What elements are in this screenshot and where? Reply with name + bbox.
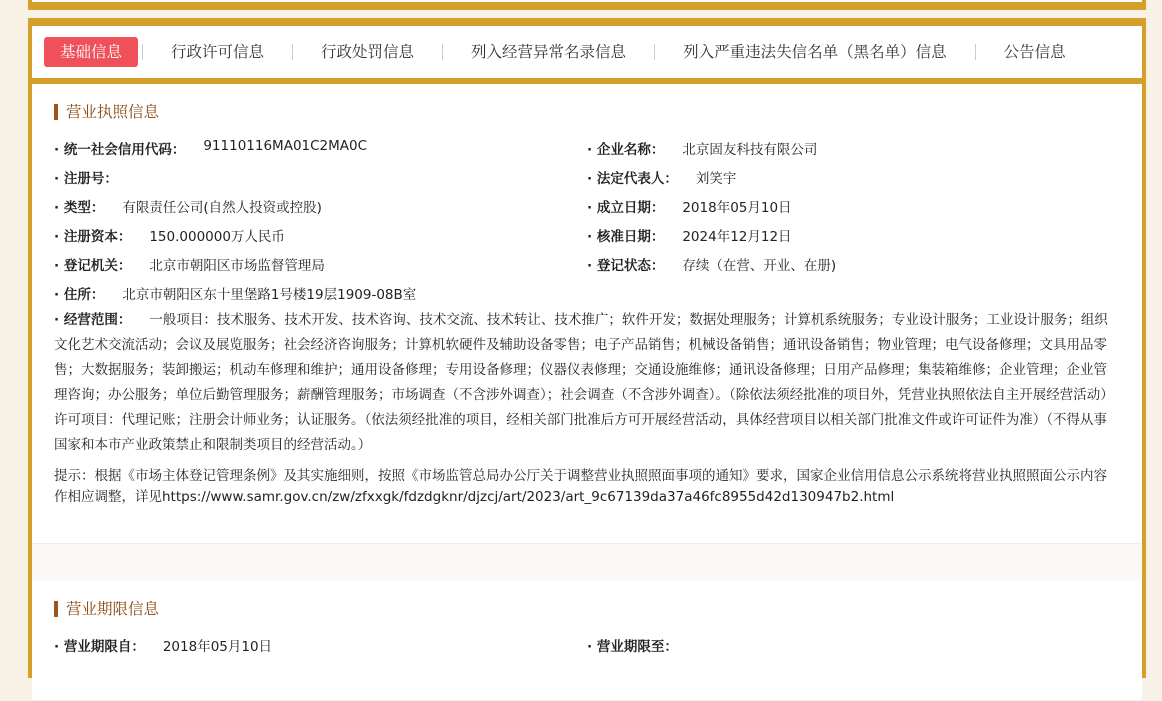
tab-content	[32, 84, 1142, 701]
field-reg-number	[54, 167, 587, 196]
field-value: 刘笑宇	[695, 171, 737, 187]
field-approval-date	[587, 225, 1120, 254]
tab-blacklist[interactable]: 列入严重违法失信名单（黑名单）信息	[683, 43, 947, 61]
field-label: · 注册号：	[54, 167, 118, 187]
field-registration-authority	[54, 254, 587, 283]
term-fields	[54, 635, 1120, 664]
field-legal-rep	[587, 167, 1120, 196]
tab-administrative-penalty[interactable]: 行政处罚信息	[321, 43, 415, 61]
field-value: 北京市朝阳区市场监督管理局	[149, 258, 325, 274]
tab-bar	[32, 26, 1142, 84]
field-registration-status	[587, 254, 1120, 283]
previous-panel-border	[28, 6, 1146, 10]
field-label: · 注册资本：	[54, 225, 131, 245]
field-business-scope	[54, 308, 1120, 458]
field-term-from	[54, 635, 587, 664]
tab-announcements[interactable]: 公告信息	[1003, 43, 1066, 61]
field-value: 存续（在营、开业、在册)	[682, 258, 837, 274]
tab-basic-info[interactable]: 基础信息	[44, 37, 138, 67]
field-value: 北京市朝阳区东十里堡路1号楼19层1909-08B室	[122, 287, 417, 303]
field-label: · 经营范围：	[54, 312, 131, 328]
field-value: 150.000000万人民币	[149, 229, 285, 245]
field-label: · 成立日期：	[587, 196, 664, 216]
notice-text: 提示：根据《市场主体登记管理条例》及其实施细则，按照《市场监管总局办公厅关于调整营业执照照面事项的通知》要求，国家企业信用信息公示系统将营业执照照面公示内容作相应调整，详见https://www.samr.gov.cn/zw/zfxxgk/fdzdgknr/djzcj/art/2023/art_9c67139da37a46fc8955d42d130947b2.html	[54, 468, 1107, 505]
field-label: · 营业期限自：	[54, 635, 145, 655]
field-value: 一般项目：技术服务、技术开发、技术咨询、技术交流、技术转让、技术推广；软件开发；数据处理服务；计算机系统服务；专业设计服务；工业设计服务；组织文化艺术交流活动；会议及展览服务；社会经济咨询服务；计算机软硬件及辅助设备零售；电子产品销售；机械设备销售；通讯设备销售；物业管理；电气设备修理；文具用品零售；大数据服务；装卸搬运；机动车修理和维护；通用设备修理；专用设备修理；仪器仪表修理；交通设施维修；通讯设备修理；日用产品修理；集装箱维修；企业管理；企业管理咨询；办公服务；单位后勤管理服务；薪酬管理服务；市场调查（不含涉外调查）；社会调查（不含涉外调查）。（除依法须经批准的项目外，凭营业执照依法自主开展经营活动）许可项目：代理记账；注册会计师业务；认证服务。（依法须经批准的项目，经相关部门批准后方可开展经营活动，具体经营项目以相关部门批准文件或许可证件为准）（不得从事国家和本市产业政策禁止和限制类项目的经营活动。）	[54, 312, 1114, 453]
tab-administrative-license[interactable]: 行政许可信息	[171, 43, 265, 61]
field-value: 91110116MA01C2MA0C	[203, 138, 368, 154]
section-title-license: 营业执照信息	[54, 104, 1120, 120]
field-credit-code	[54, 138, 587, 167]
field-label: · 统一社会信用代码：	[54, 138, 185, 158]
business-license-section	[32, 84, 1142, 544]
section-gap	[32, 544, 1142, 581]
field-value: 北京固友科技有限公司	[682, 142, 818, 158]
field-label: · 企业名称：	[587, 138, 664, 158]
field-company-name	[587, 138, 1120, 167]
field-term-to	[587, 635, 1120, 664]
field-value: 2018年05月10日	[162, 639, 273, 655]
field-label: · 类型：	[54, 196, 104, 216]
field-value: 2018年05月10日	[682, 200, 792, 216]
field-label: · 法定代表人：	[587, 167, 678, 187]
company-info-inner	[32, 26, 1142, 678]
field-label: · 核准日期：	[587, 225, 664, 245]
field-value: 有限责任公司(自然人投资或控股)	[122, 200, 322, 216]
field-label: · 登记状态：	[587, 254, 664, 274]
tab-abnormal-operation[interactable]: 列入经营异常名录信息	[471, 43, 627, 61]
field-label: · 登记机关：	[54, 254, 131, 274]
field-value: 2024年12月12日	[682, 229, 792, 245]
field-label: · 营业期限至：	[587, 635, 678, 655]
company-info-panel	[28, 18, 1146, 678]
field-registered-capital	[54, 225, 587, 254]
field-type	[54, 196, 587, 225]
section-title-term: 营业期限信息	[54, 601, 1120, 617]
field-established-date	[587, 196, 1120, 225]
business-term-section	[32, 581, 1142, 701]
field-label: · 住所：	[54, 283, 104, 303]
license-fields	[54, 138, 1120, 312]
